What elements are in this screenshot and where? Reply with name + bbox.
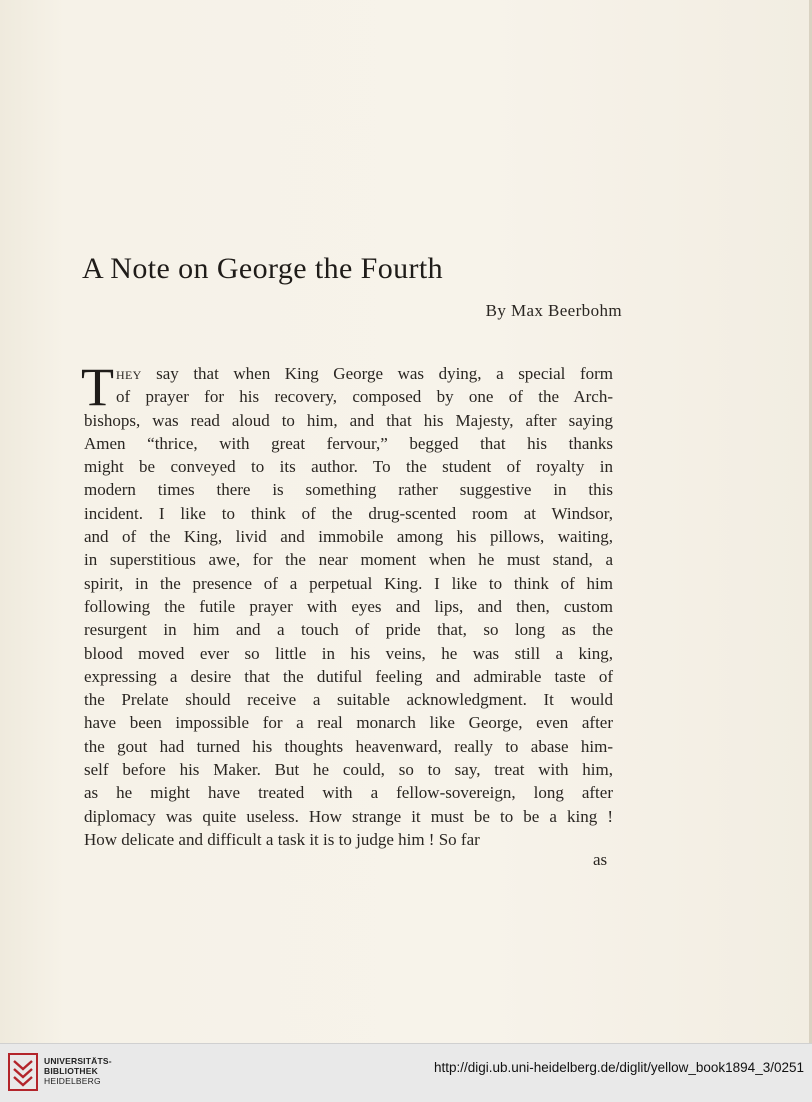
article-body <box>81 357 613 851</box>
text-line: resurgent in him and a touch of pride that, so long as the <box>84 620 613 640</box>
library-name-line: BIBLIOTHEK <box>44 1066 98 1076</box>
text-line: How delicate and difficult a task it is to judge him ! So far <box>84 829 480 849</box>
text-line: Amen “thrice, with great fervour,” begged that his thanks <box>84 433 613 453</box>
text-line: as he might have treated with a fellow-sovereign, long after <box>84 783 613 803</box>
library-name-line: UNIVERSITÄTS- <box>44 1056 112 1066</box>
text-line: in superstitious awe, for the near moment when he must stand, a <box>84 550 613 570</box>
text-line: hey say that when King George was dying, a special form <box>116 364 613 383</box>
university-library-logo-icon <box>8 1053 38 1091</box>
library-name-line: HEIDELBERG <box>44 1076 101 1086</box>
text-line: self before his Maker. But he could, so to say, treat with him, <box>84 760 613 780</box>
first-word-smallcaps: hey <box>116 364 142 383</box>
drop-cap: T <box>81 357 114 417</box>
text-line: expressing a desire that the dutiful feeling and admirable taste of <box>84 666 613 686</box>
text-line: might be conveyed to its author. To the student of royalty in <box>84 457 613 477</box>
text-line: blood moved ever so little in his veins, he was still a king, <box>84 643 613 663</box>
article-byline: By Max Beerbohm <box>485 301 622 320</box>
text-line: of prayer for his recovery, composed by one of the Arch- <box>116 387 613 407</box>
text-line: spirit, in the presence of a perpetual King. I like to think of him <box>84 573 613 593</box>
text-line: have been impossible for a real monarch like George, even after <box>84 713 613 733</box>
viewer-footer <box>0 1043 812 1102</box>
text-line: the gout had turned his thoughts heavenward, really to abase him- <box>84 736 613 756</box>
text-line: bishops, was read aloud to him, and that his Majesty, after saying <box>84 410 613 430</box>
article-title: A Note on George the Fourth <box>82 252 444 285</box>
library-name <box>44 1056 112 1086</box>
text-line: following the futile prayer with eyes and lips, and then, custom <box>84 596 613 616</box>
text-line: the Prelate should receive a suitable acknowledgment. It would <box>84 690 613 710</box>
text-line: modern times there is something rather suggestive in this <box>84 480 613 500</box>
text-line: and of the King, livid and immobile among his pillows, waiting, <box>84 527 613 547</box>
catchword: as <box>593 850 608 869</box>
text-line: diplomacy was quite useless. How strange it must be to be a king ! <box>84 806 613 826</box>
text-line: incident. I like to think of the drug-scented room at Windsor, <box>84 503 613 523</box>
source-url-link[interactable]: http://digi.ub.uni-heidelberg.de/diglit/yellow_book1894_3/0251 <box>433 1060 804 1075</box>
